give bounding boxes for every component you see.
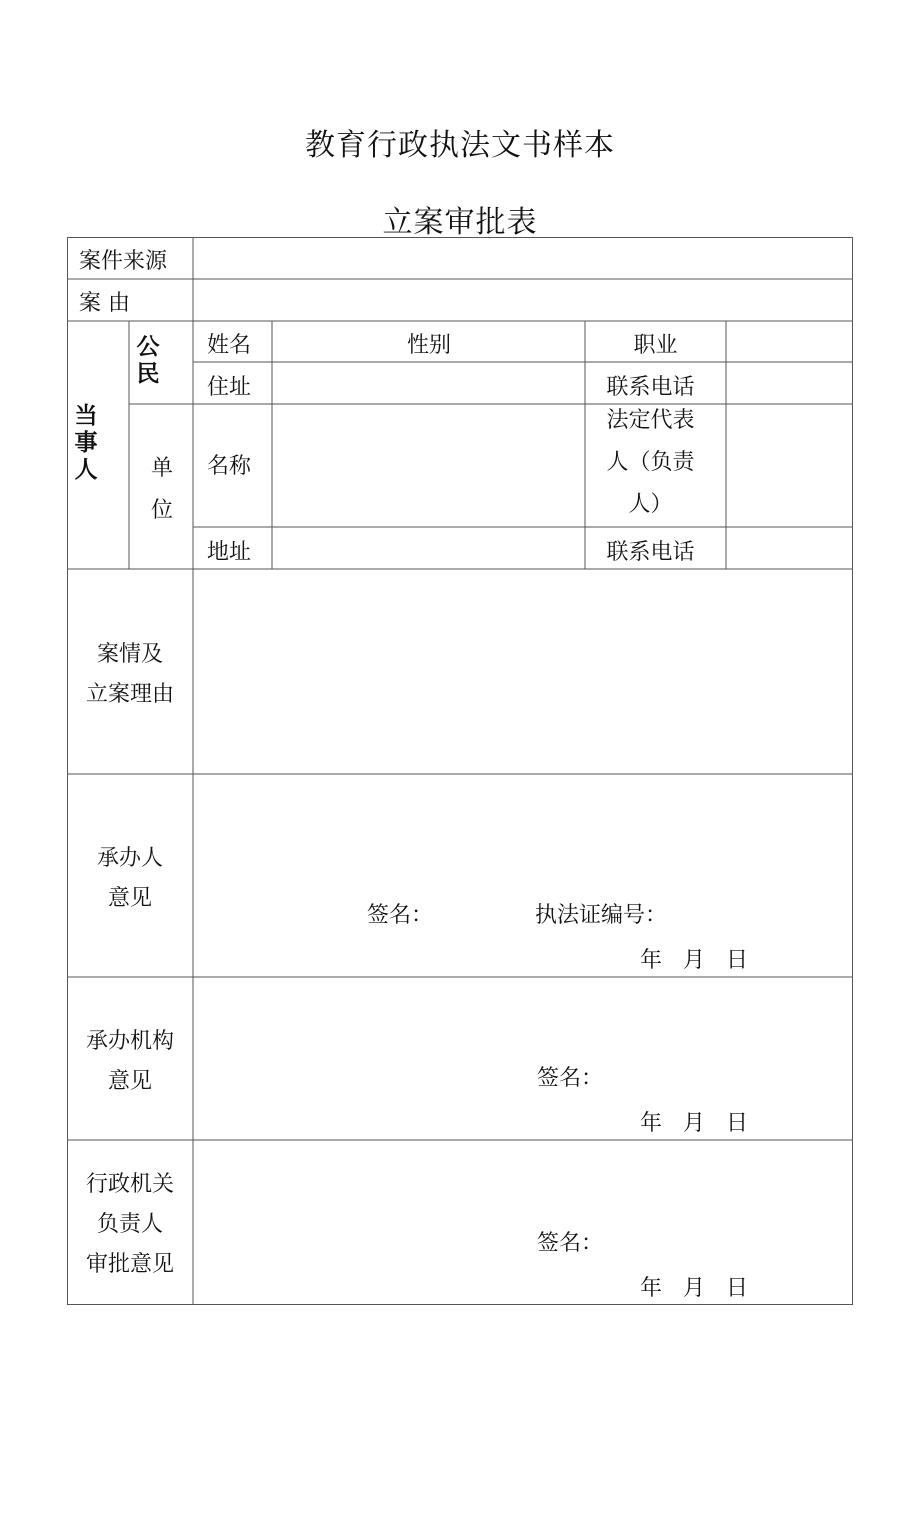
- unit-phone-field[interactable]: [727, 528, 852, 568]
- document-title: 教育行政执法文书样本: [305, 128, 615, 163]
- case-source-field[interactable]: [194, 238, 852, 279]
- form-title: 立案审批表: [382, 205, 538, 240]
- legal-rep-field[interactable]: [727, 405, 852, 526]
- legal-rep-label-2: 人（负责: [606, 450, 695, 475]
- handler-opinion-label-1: 承办人: [96, 846, 163, 871]
- handler-date-label: 年 月 日: [640, 948, 748, 973]
- agency-opinion-label-1: 行政机关: [85, 1172, 174, 1197]
- case-reason-field[interactable]: [194, 280, 852, 321]
- address-label: 住址: [207, 375, 252, 400]
- case-source-label: 案件来源: [79, 249, 168, 274]
- unit-label-2: 位: [151, 498, 174, 523]
- unit-label-1: 单: [151, 456, 174, 481]
- handler-opinion-label-2: 意见: [107, 886, 152, 911]
- org-opinion-label-2: 意见: [107, 1069, 152, 1094]
- agency-date-label: 年 月 日: [640, 1276, 748, 1301]
- org-sign-label: 签名：: [537, 1066, 604, 1091]
- unit-name-field[interactable]: [273, 405, 584, 526]
- case-detail-label-1: 案情及: [96, 642, 163, 667]
- agency-sign-label: 签名：: [537, 1231, 604, 1256]
- unit-address-field[interactable]: [273, 528, 584, 568]
- org-opinion-field[interactable]: [194, 978, 852, 1088]
- handler-opinion-field[interactable]: [194, 775, 852, 925]
- cert-number-label: 执法证编号：: [535, 903, 668, 928]
- handler-sign-label: 签名：: [367, 903, 434, 928]
- gender-label: 性别: [406, 333, 451, 358]
- phone-field[interactable]: [727, 363, 852, 403]
- party-label: 当事人: [74, 403, 98, 483]
- occupation-label: 职业: [633, 333, 678, 358]
- legal-rep-label-3: 人）: [628, 492, 673, 517]
- unit-name-label: 名称: [207, 454, 252, 479]
- occupation-field[interactable]: [727, 322, 852, 361]
- agency-opinion-label-3: 审批意见: [85, 1252, 174, 1277]
- agency-opinion-label-2: 负责人: [96, 1212, 163, 1237]
- phone-label: 联系电话: [606, 375, 695, 400]
- org-date-label: 年 月 日: [640, 1111, 748, 1136]
- case-approval-form: [67, 237, 853, 1305]
- case-reason-label: 案 由: [79, 291, 130, 316]
- unit-address-label: 地址: [207, 540, 252, 565]
- org-opinion-label-1: 承办机构: [85, 1029, 174, 1054]
- address-field[interactable]: [273, 363, 584, 403]
- agency-opinion-field[interactable]: [194, 1141, 852, 1253]
- case-detail-field[interactable]: [194, 570, 852, 773]
- citizen-label: 公民: [136, 334, 160, 387]
- legal-rep-label-1: 法定代表: [606, 408, 695, 433]
- unit-phone-label: 联系电话: [606, 540, 695, 565]
- name-label: 姓名: [207, 333, 252, 358]
- case-detail-label-2: 立案理由: [85, 682, 174, 707]
